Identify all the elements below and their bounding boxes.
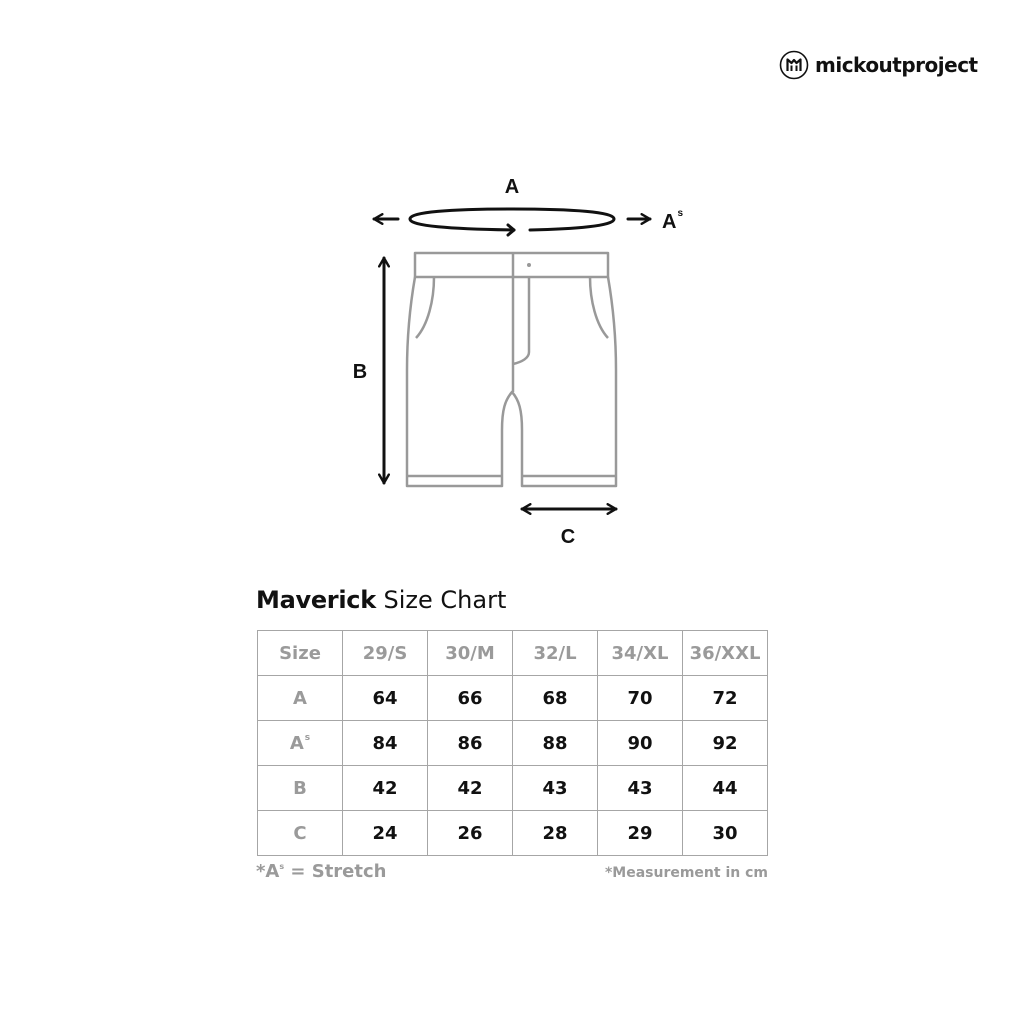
table-cell: 66 xyxy=(428,676,513,721)
table-cell: 72 xyxy=(683,676,768,721)
row-label: A xyxy=(258,676,343,721)
table-cell: 42 xyxy=(428,766,513,811)
table-row xyxy=(258,811,768,856)
table-header-row xyxy=(258,631,768,676)
label-c: C xyxy=(560,526,576,548)
table-cell: 86 xyxy=(428,721,513,766)
mo-monogram-logo-icon xyxy=(779,50,809,80)
row-label: $A^s$ xyxy=(258,721,343,766)
table-cell: 92 xyxy=(683,721,768,766)
table-cell: 84 xyxy=(343,721,428,766)
table-row xyxy=(258,766,768,811)
table-cell: 30 xyxy=(683,811,768,856)
header-cell: 34/XL xyxy=(598,631,683,676)
label-a-stretch: $A^s$ xyxy=(662,208,684,233)
brand-header xyxy=(779,48,978,82)
table-row xyxy=(258,676,768,721)
title-suffix: Size Chart xyxy=(383,586,507,614)
product-name: Maverick xyxy=(256,586,376,614)
header-cell: Size xyxy=(258,631,343,676)
waist-measure-icon xyxy=(410,209,614,235)
header-cell: 29/S xyxy=(343,631,428,676)
table-cell: 28 xyxy=(513,811,598,856)
table-cell: 43 xyxy=(598,766,683,811)
row-label: B xyxy=(258,766,343,811)
size-chart-table xyxy=(257,630,768,856)
size-chart-title xyxy=(256,583,506,617)
table-cell: 88 xyxy=(513,721,598,766)
table-cell: 70 xyxy=(598,676,683,721)
shorts-outline-icon xyxy=(407,253,616,486)
table-cell: 68 xyxy=(513,676,598,721)
table-cell: 26 xyxy=(428,811,513,856)
header-cell: 32/L xyxy=(513,631,598,676)
table-cell: 64 xyxy=(343,676,428,721)
table-cell: 90 xyxy=(598,721,683,766)
label-b: B xyxy=(352,361,368,383)
table-cell: 42 xyxy=(343,766,428,811)
table-cell: 43 xyxy=(513,766,598,811)
table-cell: 29 xyxy=(598,811,683,856)
label-a: A xyxy=(504,176,520,198)
header-cell: 36/XXL xyxy=(683,631,768,676)
brand-name: mickoutproject xyxy=(815,53,978,77)
shorts-measurement-diagram xyxy=(340,160,700,560)
stretch-note: $*A^s$ = Stretch xyxy=(256,861,387,882)
table-row xyxy=(258,721,768,766)
table-cell: 44 xyxy=(683,766,768,811)
table-cell: 24 xyxy=(343,811,428,856)
row-label: C xyxy=(258,811,343,856)
header-cell: 30/M xyxy=(428,631,513,676)
measurement-note: *Measurement in cm xyxy=(604,865,768,881)
